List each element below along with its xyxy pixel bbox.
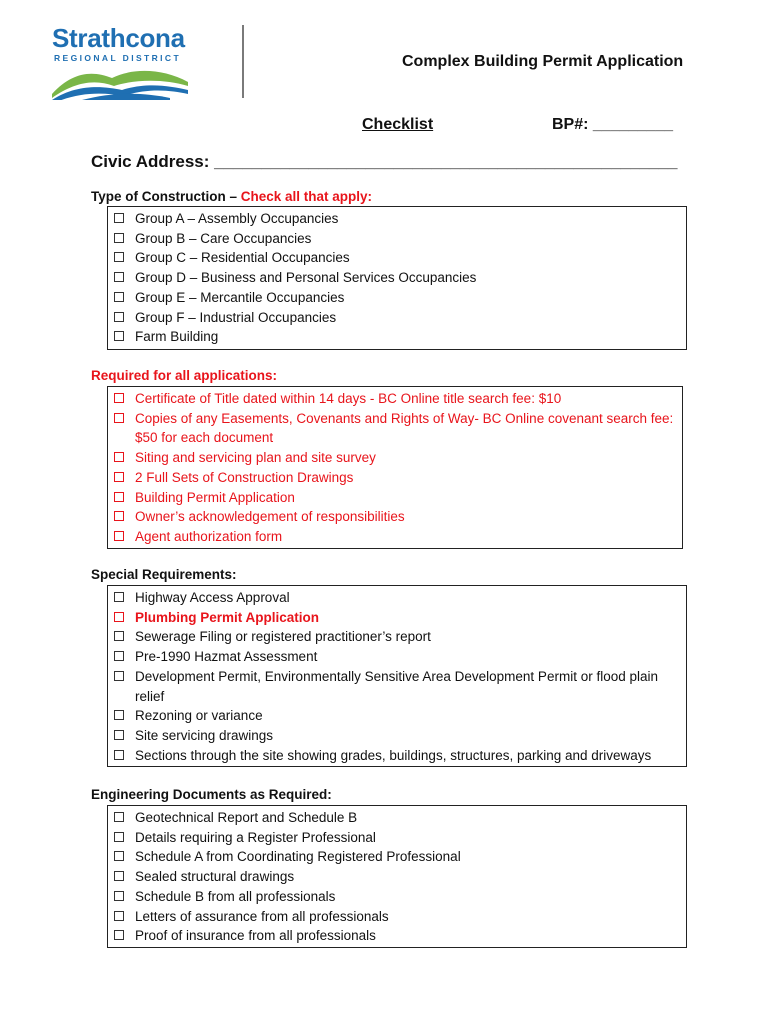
list-item[interactable] xyxy=(108,647,686,667)
item-label: Schedule B from all professionals xyxy=(135,888,336,904)
checkbox-icon[interactable] xyxy=(114,710,124,720)
checkbox-icon[interactable] xyxy=(114,531,124,541)
list-item[interactable] xyxy=(108,468,682,488)
list-item[interactable] xyxy=(108,627,686,647)
item-label: Rezoning or variance xyxy=(135,708,263,724)
item-label: Sections through the site showing grades, buildings, structures, parking and driveways xyxy=(135,747,652,763)
item-label: Building Permit Application xyxy=(135,489,295,505)
strathcona-logo xyxy=(52,24,192,100)
list-item[interactable] xyxy=(108,588,686,608)
list-item[interactable] xyxy=(108,507,682,527)
list-item[interactable] xyxy=(108,268,686,288)
item-label: Certificate of Title dated within 14 days - BC Online title search fee: $10 xyxy=(135,391,562,406)
list-item[interactable] xyxy=(108,847,686,867)
item-label: Siting and servicing plan and site survey xyxy=(135,450,376,466)
item-label: Owner’s acknowledgement of responsibilities xyxy=(135,509,405,525)
list-item[interactable] xyxy=(108,887,686,907)
list-item[interactable] xyxy=(108,288,686,308)
engineering-heading: Engineering Documents as Required: xyxy=(91,787,332,802)
list-item[interactable] xyxy=(108,808,686,828)
checkbox-icon[interactable] xyxy=(114,413,124,423)
item-label: Proof of insurance from all professionals xyxy=(135,928,376,944)
item-label: Highway Access Approval xyxy=(135,590,290,605)
logo-title: Strathcona xyxy=(52,23,185,53)
special-box xyxy=(107,585,687,767)
required-heading: Required for all applications: xyxy=(91,368,278,383)
item-label: Letters of assurance from all professionals xyxy=(135,908,389,924)
item-label: Plumbing Permit Application xyxy=(135,609,320,625)
list-item[interactable] xyxy=(108,389,682,409)
construction-box xyxy=(107,206,687,350)
list-item[interactable] xyxy=(108,828,686,848)
checkbox-icon[interactable] xyxy=(114,472,124,482)
logo-subtitle: REGIONAL DISTRICT xyxy=(54,53,182,63)
checkbox-icon[interactable] xyxy=(114,832,124,842)
checkbox-icon[interactable] xyxy=(114,930,124,940)
checkbox-icon[interactable] xyxy=(114,671,124,681)
checkbox-icon[interactable] xyxy=(114,891,124,901)
checkbox-icon[interactable] xyxy=(114,233,124,243)
civic-address-field: Civic Address: _________________________________________________ xyxy=(91,152,678,171)
list-item[interactable] xyxy=(108,706,686,726)
item-label: Group C – Residential Occupancies xyxy=(135,250,350,266)
header-divider xyxy=(242,25,244,98)
checkbox-icon[interactable] xyxy=(114,812,124,822)
item-label: Group E – Mercantile Occupancies xyxy=(135,289,345,305)
list-item[interactable] xyxy=(108,409,682,448)
page-title: Complex Building Permit Application xyxy=(402,53,684,70)
list-item[interactable] xyxy=(108,488,682,508)
checkbox-icon[interactable] xyxy=(114,871,124,881)
construction-heading-text: Type of Construction – xyxy=(91,189,241,204)
checkbox-icon[interactable] xyxy=(114,292,124,302)
item-label: Schedule A from Coordinating Registered Professional xyxy=(135,849,461,865)
list-item[interactable] xyxy=(108,209,686,229)
checkbox-icon[interactable] xyxy=(114,730,124,740)
list-item[interactable] xyxy=(108,726,686,746)
checkbox-icon[interactable] xyxy=(114,331,124,341)
landscape-icon xyxy=(52,64,192,100)
checkbox-icon[interactable] xyxy=(114,492,124,502)
item-label: Pre-1990 Hazmat Assessment xyxy=(135,649,318,665)
checkbox-icon[interactable] xyxy=(114,213,124,223)
checkbox-icon[interactable] xyxy=(114,612,124,622)
checkbox-icon[interactable] xyxy=(114,393,124,403)
list-item[interactable] xyxy=(108,448,682,468)
item-label: Development Permit, Environmentally Sensitive Area Development Permit or flood plain relief xyxy=(135,668,658,704)
checkbox-icon[interactable] xyxy=(114,272,124,282)
list-item[interactable] xyxy=(108,608,686,628)
list-item[interactable] xyxy=(108,667,686,706)
construction-heading-note: Check all that apply: xyxy=(240,189,373,204)
list-item[interactable] xyxy=(108,229,686,249)
item-label: 2 Full Sets of Construction Drawings xyxy=(135,469,354,485)
list-item[interactable] xyxy=(108,527,682,547)
item-label: Group A – Assembly Occupancies xyxy=(135,211,339,226)
list-item[interactable] xyxy=(108,926,686,946)
item-label: Details requiring a Register Professional xyxy=(135,829,376,845)
item-label: Group D – Business and Personal Services Occupancies xyxy=(135,270,477,286)
item-label: Sewerage Filing or registered practitioner’s report xyxy=(135,629,431,645)
engineering-box xyxy=(107,805,687,948)
checkbox-icon[interactable] xyxy=(114,452,124,462)
construction-heading xyxy=(91,189,372,204)
checklist-heading: Checklist xyxy=(362,116,434,133)
list-item[interactable] xyxy=(108,248,686,268)
checkbox-icon[interactable] xyxy=(114,750,124,760)
item-label: Farm Building xyxy=(135,329,219,345)
checkbox-icon[interactable] xyxy=(114,312,124,322)
checkbox-icon[interactable] xyxy=(114,911,124,921)
bp-number-field: BP#: _________ xyxy=(552,116,673,133)
list-item[interactable] xyxy=(108,308,686,328)
item-label: Sealed structural drawings xyxy=(135,869,295,885)
checkbox-icon[interactable] xyxy=(114,252,124,262)
special-heading: Special Requirements: xyxy=(91,567,237,582)
list-item[interactable] xyxy=(108,746,686,766)
checkbox-icon[interactable] xyxy=(114,592,124,602)
list-item[interactable] xyxy=(108,327,686,347)
checkbox-icon[interactable] xyxy=(114,851,124,861)
item-label: Site servicing drawings xyxy=(135,727,274,743)
checkbox-icon[interactable] xyxy=(114,511,124,521)
list-item[interactable] xyxy=(108,867,686,887)
item-label: Group B – Care Occupancies xyxy=(135,230,312,246)
required-box xyxy=(107,386,683,549)
item-label: Copies of any Easements, Covenants and Rights of Way- BC Online covenant search fee: $50 for each document xyxy=(135,410,674,446)
list-item[interactable] xyxy=(108,907,686,927)
item-label: Agent authorization form xyxy=(135,528,283,544)
checkbox-icon[interactable] xyxy=(114,651,124,661)
item-label: Geotechnical Report and Schedule B xyxy=(135,810,358,825)
item-label: Group F – Industrial Occupancies xyxy=(135,309,337,325)
checkbox-icon[interactable] xyxy=(114,631,124,641)
